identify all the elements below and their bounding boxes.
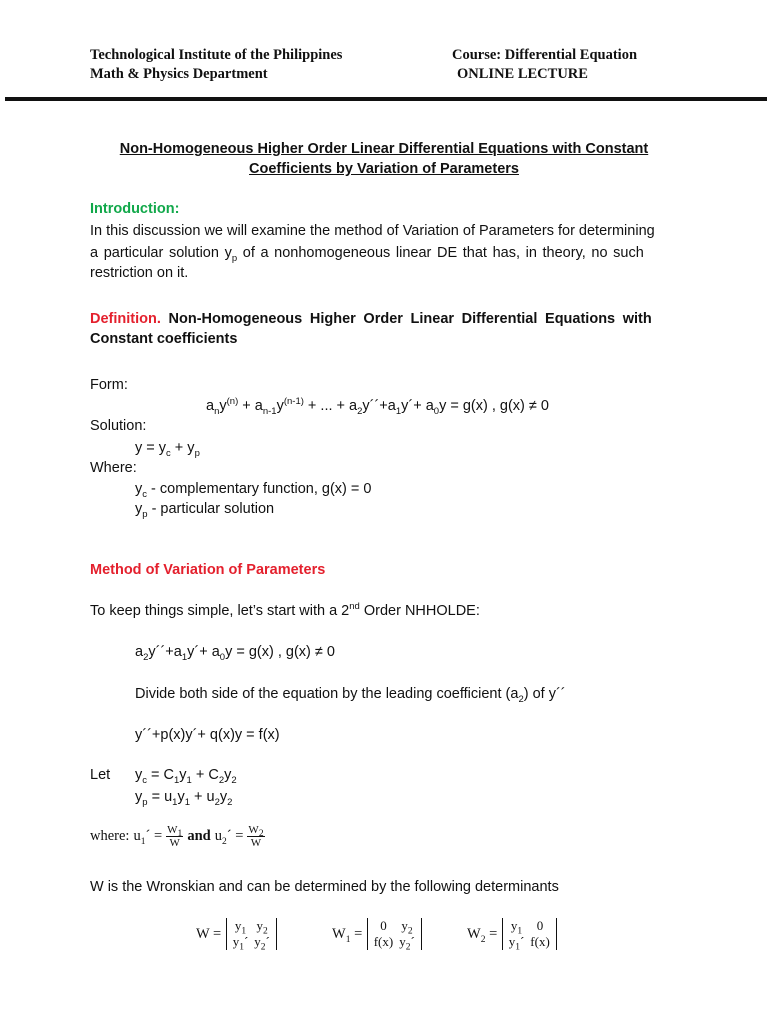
w1-over-w-fraction: $\frac{W_1}{W}$ [167,824,183,849]
w2-letter: W [467,925,481,942]
introduction-heading: Introduction: [90,201,180,217]
divide-text-sub: 2 [518,693,524,705]
solution-equation: $y = y_c + y_p$ [135,440,200,459]
course-name: Course: Differential Equation [452,47,638,63]
yc-definition: $y_c$ - complementary function, g(x) = 0 [135,481,372,500]
intro-line-3: restriction on it. [90,265,189,281]
w1-determinant: 0 $y_2$ f(x) $y_2´$ [367,918,422,950]
intro-line-2-post: of a nonhomogeneous linear DE that has, in theory, no such [237,245,644,261]
wronskian-w [196,918,277,953]
and-word: and [187,828,211,844]
intro-line-2 [90,245,644,264]
divide-instruction [135,686,566,705]
document-title-line1: Non-Homogeneous Higher Order Linear Differential Equations with Constant [119,141,649,157]
wronskian-w1 [332,918,422,953]
u-prime-formulas [90,824,265,849]
intro-line-2-sub: p [231,252,238,264]
lecture-mode: ONLINE LECTURE [457,66,588,82]
wronskian-w2 [467,918,557,953]
yp-description: - particular solution [147,501,275,517]
definition-text: Non-Homogeneous Higher Order Linear Differential Equations with [160,311,652,327]
form-label: Form: [90,377,128,393]
divide-text-post: ) of y´´ [523,686,566,702]
yp-definition: $y_p$ - particular solution [135,501,275,520]
w1-label: $W_1$ = [332,925,363,945]
divide-text-pre: Divide both side of the equation by the leading coefficient (a [135,686,519,702]
w-determinant: $y_1$ $y_2$ $y_1´$ $y_2´$ [226,918,277,950]
let-label: Let [90,767,111,783]
w-label: W = [196,925,222,942]
where-label: Where: [90,460,137,476]
wronskian-description: W is the Wronskian and can be determined by the following determinants [90,879,559,895]
intro-line-2-pre: a particular solution y [90,245,232,261]
solution-label: Solution: [90,418,147,434]
where-prefix: where: [90,828,130,844]
w2-label: $W_2$ = [467,925,498,945]
u2-prime: $u_2´$ = [214,828,244,847]
intro-line-1: In this discussion we will examine the method of Variation of Parameters for determining [90,223,655,239]
yc-description: - complementary function, g(x) = 0 [147,481,372,497]
method-heading: Method of Variation of Parameters [90,562,326,578]
w2-over-w-fraction: $\frac{W_2}{W}$ [248,824,264,849]
header-divider [5,97,767,101]
document-title-line2: Coefficients by Variation of Parameters [249,161,519,177]
w2-determinant: $y_1$ 0 $y_1´$ f(x) [502,918,557,950]
definition-line-1 [90,311,652,327]
method-intro-sup: nd [349,601,360,613]
institute-name: Technological Institute of the Philippines [90,47,343,63]
second-order-equation: $a_2y´´+a_1y´+ a_0y = g(x)$ , g(x) ≠ 0 [135,644,335,663]
standard-form-equation: y´´+p(x)y´+ q(x)y = f(x) [135,727,280,743]
method-intro-post: Order NHHOLDE: [359,603,480,619]
definition-line-2: Constant coefficients [90,331,238,347]
definition-label: Definition. [90,311,161,327]
general-ode-equation: $a_ny^{(n)} + a_{n-1}y^{(n-1)}$ + ... + $a_2y´´+a_1y´+ a_0y = g(x)$ , g(x) ≠ 0 [206,396,549,417]
u1-prime: $u_1´$ = [133,828,163,847]
w1-letter: W [332,925,346,942]
method-intro-pre: To keep things simple, let’s start with a 2 [90,603,350,619]
yc-expression: $y_c = C_1y_1 + C_2y_2$ [135,767,237,786]
method-intro [90,603,480,619]
department-name: Math & Physics Department [90,66,268,82]
yp-expression: $y_p = u_1y_1 + u_2y_2$ [135,789,233,808]
